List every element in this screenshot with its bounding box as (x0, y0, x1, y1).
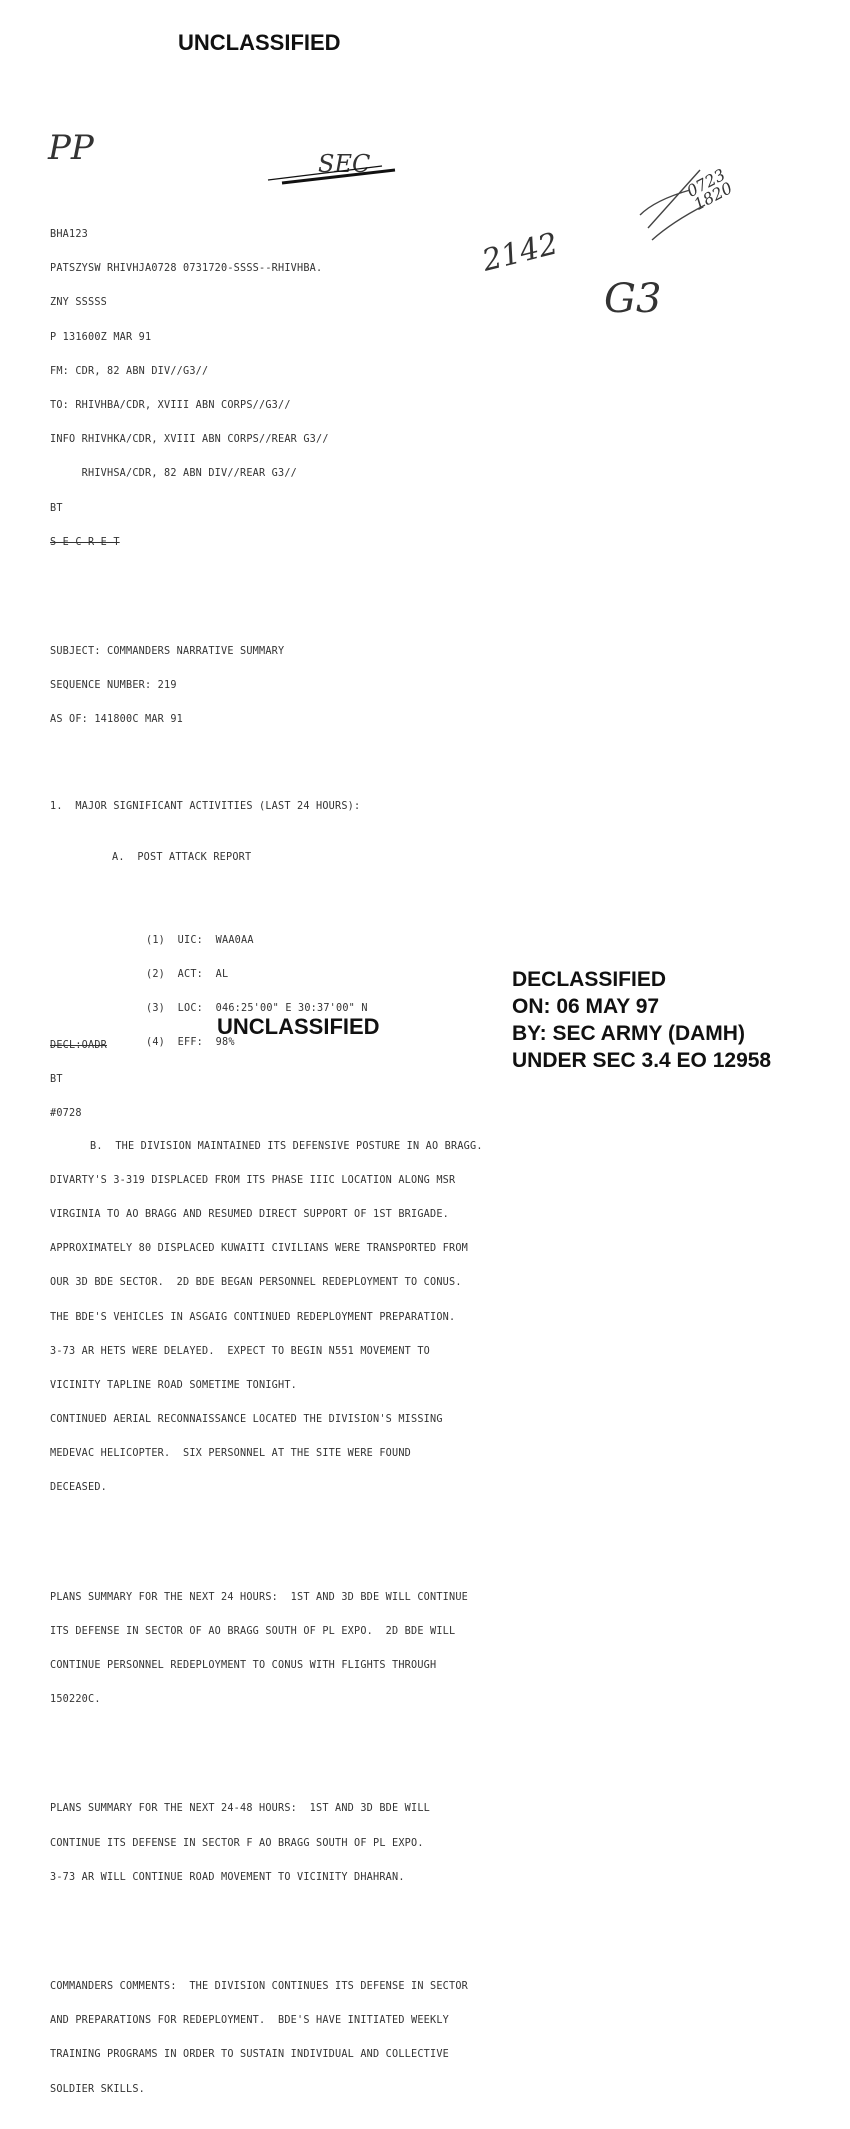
paragraph-line: DIVARTY'S 3-319 DISPLACED FROM ITS PHASE IIIC LOCATION ALONG MSR (50, 1174, 456, 1186)
handwritten-g3: G3 (604, 276, 662, 322)
handwritten-sec: SEC (318, 150, 371, 178)
header-line: P 131600Z MAR 91 (50, 331, 152, 343)
decl-line: DECLASSIFIED (512, 968, 667, 991)
paragraph-line: VICINITY TAPLINE ROAD SOMETIME TONIGHT. (50, 1379, 298, 1391)
subject-line: AS OF: 141800C MAR 91 (50, 714, 184, 726)
paragraph-line: OUR 3D BDE SECTOR. 2D BDE BEGAN PERSONNEL REDEPLOYMENT TO CONUS. (50, 1277, 462, 1289)
decl-line: UNDER SEC 3.4 EO 12958 (512, 1049, 772, 1072)
commanders-comments (50, 1959, 483, 2118)
classification-top: UNCLASSIFIED (178, 30, 341, 55)
attack-report-line: (3) LOC: 046:25'00" E 30:37'00" N (146, 1003, 368, 1015)
paragraph-line: PLANS SUMMARY FOR THE NEXT 24 HOURS: 1ST AND 3D BDE WILL CONTINUE (50, 1591, 469, 1603)
paragraph-line: CONTINUE PERSONNEL REDEPLOYMENT TO CONUS WITH FLIGHTS THROUGH (50, 1660, 437, 1671)
plans-24-hours (50, 1570, 483, 1729)
subject-block (50, 624, 483, 749)
header-line: S E C R E T (50, 536, 120, 548)
paragraph-line: PLANS SUMMARY FOR THE NEXT 24-48 HOURS: 1ST AND 3D BDE WILL (50, 1803, 431, 1815)
header-line: BHA123 (50, 229, 89, 240)
attack-report (146, 913, 483, 1072)
paragraph-line: AND PREPARATIONS FOR REDEPLOYMENT. BDE'S HAVE INITIATED WEEKLY (50, 2015, 450, 2027)
header-line: TO: RHIVHBA/CDR, XVIII ABN CORPS//G3// (50, 399, 291, 411)
header-line: ZNY SSSSS (50, 297, 108, 309)
paragraph-line: APPROXIMATELY 80 DISPLACED KUWAITI CIVILIANS WERE TRANSPORTED FROM (50, 1243, 469, 1255)
paragraph-line: ITS DEFENSE IN SECTOR OF AO BRAGG SOUTH OF PL EXPO. 2D BDE WILL (50, 1625, 456, 1637)
decl-line: BY: SEC ARMY (DAMH) (512, 1022, 745, 1045)
paragraph-line: THE BDE'S VEHICLES IN ASGAIG CONTINUED REDEPLOYMENT PREPARATION. (50, 1311, 456, 1323)
footer-decl: DECL:OADR (50, 1040, 108, 1051)
paragraph-line: DECEASED. (50, 1482, 108, 1494)
handwritten-number: 2142 (478, 226, 562, 279)
header-block (50, 207, 483, 571)
paragraph-line: MEDEVAC HELICOPTER. SIX PERSONNEL AT THE SITE WERE FOUND (50, 1448, 412, 1460)
header-line: RHIVHSA/CDR, 82 ABN DIV//REAR G3// (50, 468, 298, 480)
paragraph-line: B. THE DIVISION MAINTAINED ITS DEFENSIVE POSTURE IN AO BRAGG. (90, 1140, 483, 1152)
decl-line: ON: 06 MAY 97 (512, 995, 660, 1018)
paragraph-line: SOLDIER SKILLS. (50, 2083, 146, 2095)
handwritten-pp: PP (48, 128, 94, 168)
attack-report-line: (2) ACT: AL (146, 969, 229, 980)
paragraph-line: VIRGINIA TO AO BRAGG AND RESUMED DIRECT SUPPORT OF 1ST BRIGADE. (50, 1208, 450, 1220)
message-body (50, 185, 483, 2129)
paragraph-line: CONTINUED AERIAL RECONNAISSANCE LOCATED THE DIVISION'S MISSING (50, 1414, 443, 1426)
header-line: PATSZYSW RHIVHJA0728 0731720-SSSS--RHIVHBA. (50, 263, 323, 275)
classification-bottom: UNCLASSIFIED (217, 1014, 380, 1039)
footer-number: #0728 (50, 1108, 82, 1120)
subject-line: SEQUENCE NUMBER: 219 (50, 680, 177, 692)
plans-24-48-hours (50, 1781, 483, 1906)
paragraph-b (50, 1119, 483, 1517)
paragraph-line: 3-73 AR HETS WERE DELAYED. EXPECT TO BEGIN N551 MOVEMENT TO (50, 1345, 431, 1357)
paragraph-line: COMMANDERS COMMENTS: THE DIVISION CONTINUES ITS DEFENSE IN SECTOR (50, 1980, 469, 1992)
header-line: FM: CDR, 82 ABN DIV//G3// (50, 365, 209, 377)
paragraph-line: 3-73 AR WILL CONTINUE ROAD MOVEMENT TO VICINITY DHAHRAN. (50, 1871, 405, 1883)
paragraph-line: TRAINING PROGRAMS IN ORDER TO SUSTAIN INDIVIDUAL AND COLLECTIVE (50, 2049, 450, 2061)
paragraph-line: 150220C. (50, 1694, 101, 1706)
attack-report-line: (1) UIC: WAA0AA (146, 934, 254, 946)
handwritten-top-right: 0723 1820 (683, 164, 736, 215)
header-line: BT (50, 502, 63, 514)
header-line: INFO RHIVHKA/CDR, XVIII ABN CORPS//REAR G3// (50, 434, 329, 446)
subject-line: SUBJECT: COMMANDERS NARRATIVE SUMMARY (50, 645, 285, 657)
attack-report-line: (4) EFF: 98% (146, 1037, 235, 1049)
item-1-heading: 1. MAJOR SIGNIFICANT ACTIVITIES (LAST 24 HOURS): (50, 801, 361, 813)
paragraph-line: CONTINUE ITS DEFENSE IN SECTOR F AO BRAGG SOUTH OF PL EXPO. (50, 1837, 424, 1849)
message-footer (50, 1018, 107, 1132)
item-a-heading: A. POST ATTACK REPORT (112, 851, 252, 863)
footer-bt: BT (50, 1074, 63, 1086)
